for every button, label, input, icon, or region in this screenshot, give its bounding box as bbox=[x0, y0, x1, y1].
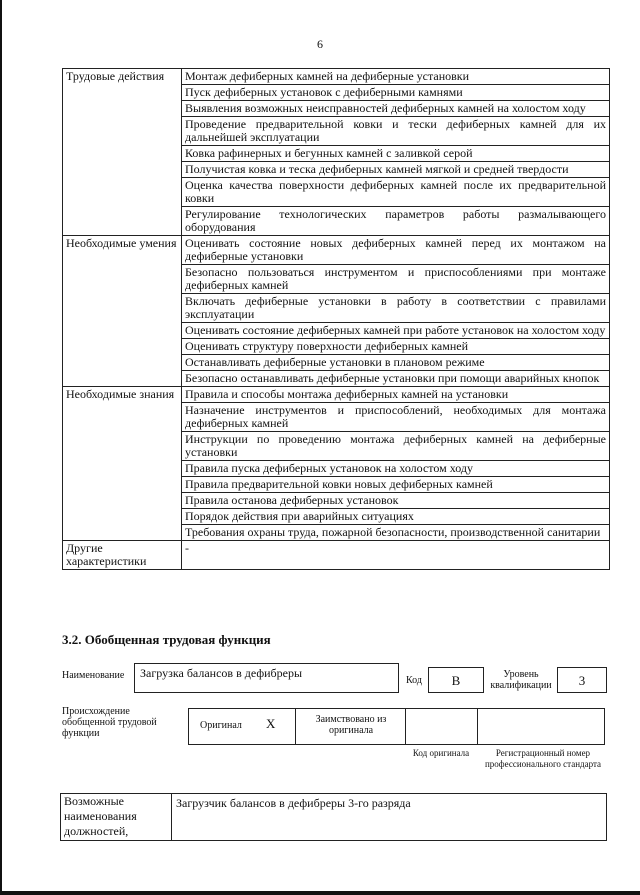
original-label: Оригинал bbox=[200, 720, 242, 731]
item-cell: Регулирование технологических параметров работы размалывающего оборудования bbox=[182, 207, 610, 236]
code-value: B bbox=[451, 673, 461, 688]
table-row bbox=[63, 236, 610, 265]
item-cell: Ковка рафинерных и бегунных камней с заливкой серой bbox=[182, 146, 610, 162]
borrowed-label: Заимствовано из оригинала bbox=[315, 714, 387, 736]
table-row bbox=[63, 541, 610, 570]
item-cell: Правила и способы монтажа дефиберных камней на установки bbox=[182, 387, 610, 403]
item-cell: Пуск дефиберных установок с дефиберными камнями bbox=[182, 85, 610, 101]
item-cell: Инструкции по проведению монтажа дефиберных камней на дефиберные установки bbox=[182, 432, 610, 461]
item-cell: Правила останова дефиберных установок bbox=[182, 493, 610, 509]
table-row bbox=[63, 387, 610, 403]
item-cell: Включать дефиберные установки в работу в соответствии с правилами эксплуатации bbox=[182, 294, 610, 323]
item-cell: Оценка качества поверхности дефиберных камней после их предварительной ковки bbox=[182, 178, 610, 207]
origin-label: Происхождение обобщенной трудовой функции bbox=[62, 706, 157, 739]
labor-functions-table bbox=[62, 68, 610, 570]
code-label: Код bbox=[406, 675, 422, 686]
item-cell: Безопасно пользоваться инструментом и приспособлениями при монтаже дефиберных камней bbox=[182, 265, 610, 294]
item-cell: - bbox=[182, 541, 610, 570]
item-cell: Правила предварительной ковки новых дефиберных камней bbox=[182, 477, 610, 493]
section-title: 3.2. Обобщенная трудовая функция bbox=[62, 632, 271, 647]
item-cell: Правила пуска дефиберных установок на холостом ходу bbox=[182, 461, 610, 477]
item-cell: Безопасно останавливать дефиберные установки при помощи аварийных кнопок bbox=[182, 371, 610, 387]
item-cell: Монтаж дефиберных камней на дефиберные установки bbox=[182, 69, 610, 85]
origin-divider-2 bbox=[405, 708, 406, 745]
item-cell: Оценивать состояние новых дефиберных камней перед их монтажом на дефиберные установки bbox=[182, 236, 610, 265]
positions-value: Загрузчик балансов в дефибреры 3-го разряда bbox=[176, 796, 411, 810]
level-value: 3 bbox=[578, 673, 586, 688]
category-cell: Необходимые умения bbox=[63, 236, 182, 387]
name-label: Наименование bbox=[62, 670, 125, 681]
scan-edge-left bbox=[0, 0, 2, 895]
item-cell: Останавливать дефиберные установки в плановом режиме bbox=[182, 355, 610, 371]
category-cell: Трудовые действия bbox=[63, 69, 182, 236]
item-cell: Выявления возможных неисправностей дефиберных камней на холостом ходу bbox=[182, 101, 610, 117]
item-cell: Оценивать состояние дефиберных камней при работе установок на холостом ходу bbox=[182, 323, 610, 339]
positions-label: Возможные наименования должностей, bbox=[64, 794, 137, 838]
scan-edge-bottom bbox=[0, 891, 640, 895]
code-original-caption: Код оригинала bbox=[412, 748, 470, 758]
page-number: 6 bbox=[317, 37, 323, 51]
item-cell: Оценивать структуру поверхности дефиберных камней bbox=[182, 339, 610, 355]
name-value: Загрузка балансов в дефибреры bbox=[140, 666, 303, 680]
original-mark: X bbox=[266, 716, 276, 731]
origin-divider-1 bbox=[295, 708, 296, 745]
item-cell: Проведение предварительной ковки и тески дефиберных камней для их дальнейшей эксплуатации bbox=[182, 117, 610, 146]
item-cell: Получистая ковка и теска дефиберных камней мягкой и средней твердости bbox=[182, 162, 610, 178]
item-cell: Назначение инструментов и приспособлений, необходимых для монтажа дефиберных камней bbox=[182, 403, 610, 432]
category-cell: Другие характеристики bbox=[63, 541, 182, 570]
reg-number-caption: Регистрационный номер профессионального стандарта bbox=[484, 748, 602, 769]
item-cell: Порядок действия при аварийных ситуациях bbox=[182, 509, 610, 525]
origin-divider-3 bbox=[477, 708, 478, 745]
category-cell: Необходимые знания bbox=[63, 387, 182, 541]
item-cell: Требования охраны труда, пожарной безопасности, производственной санитарии bbox=[182, 525, 610, 541]
positions-divider bbox=[171, 793, 172, 841]
level-label: Уровень квалификации bbox=[490, 669, 552, 691]
table-row bbox=[63, 69, 610, 85]
